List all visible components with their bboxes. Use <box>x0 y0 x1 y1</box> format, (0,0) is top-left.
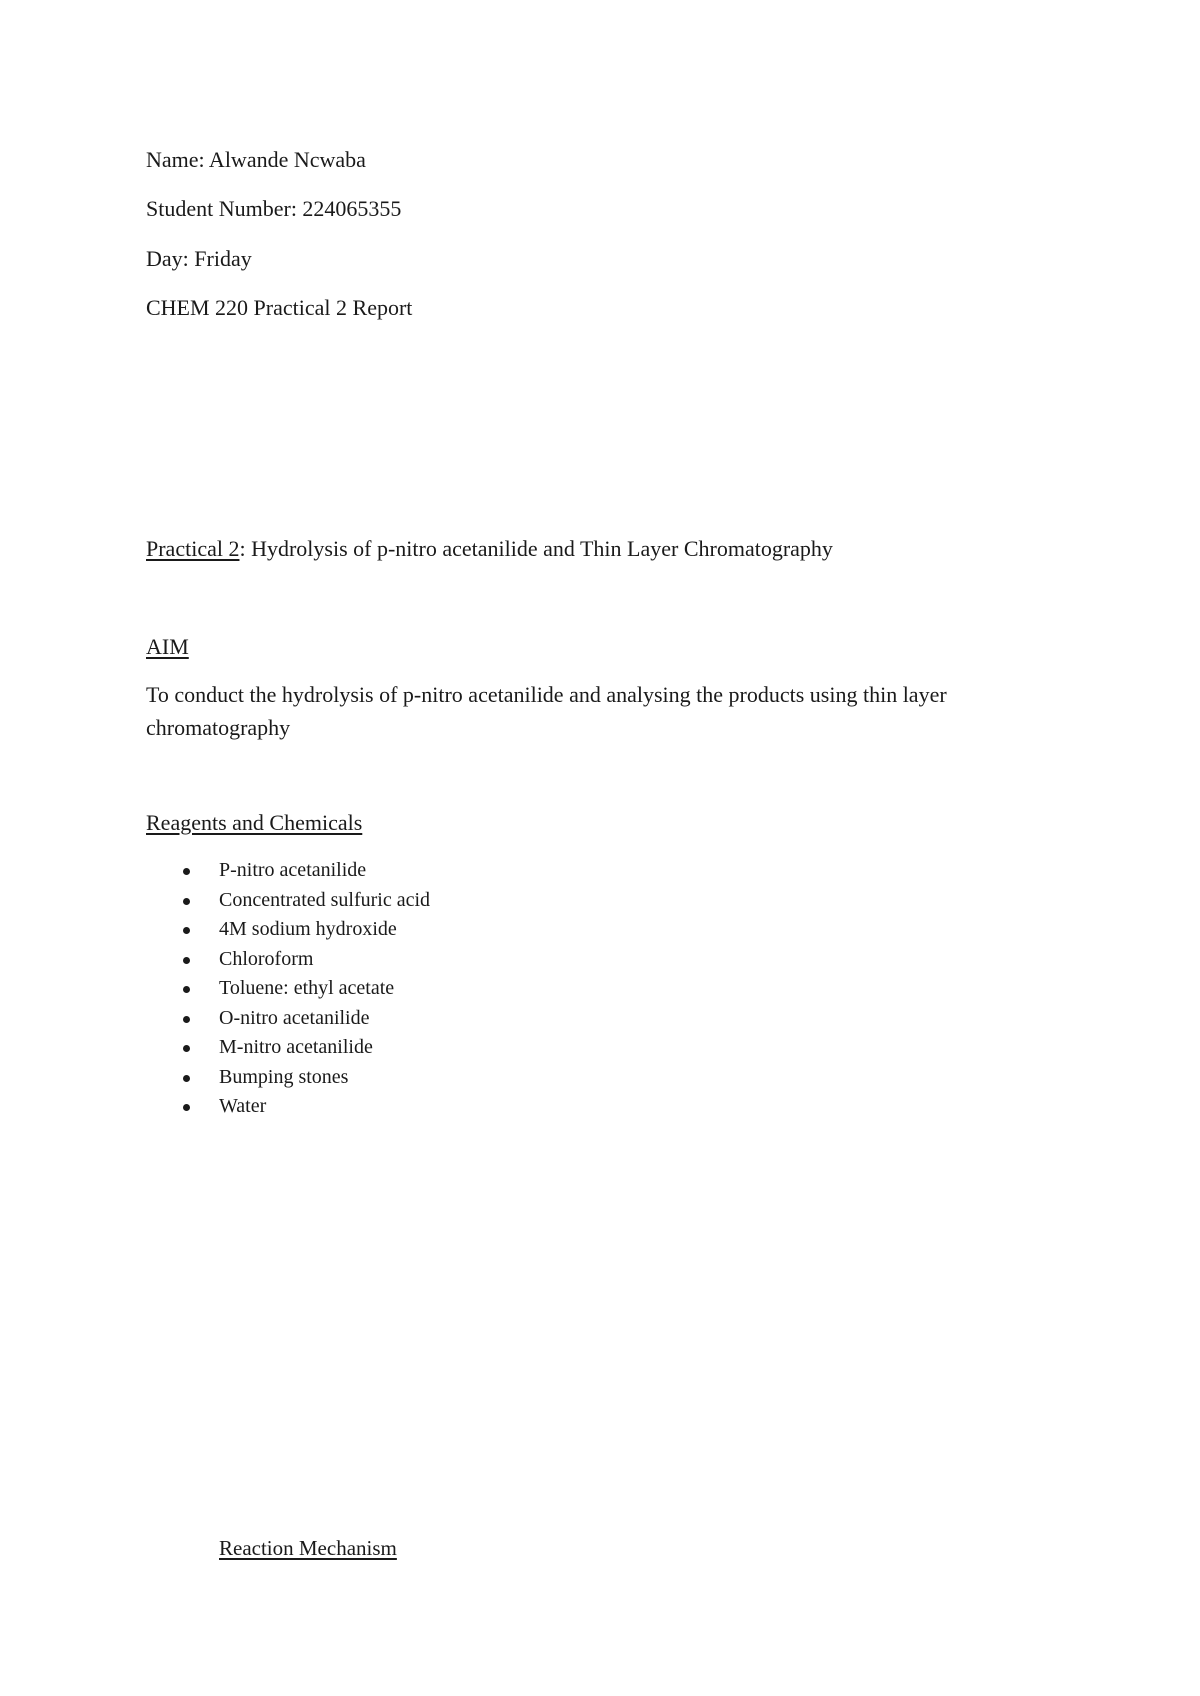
reagent-label: Bumping stones <box>219 1065 349 1088</box>
list-item <box>146 856 430 886</box>
student-name: Name: Alwande Ncwaba <box>146 147 366 172</box>
list-item <box>146 1033 430 1063</box>
bullet-icon <box>183 1016 190 1023</box>
student-number: Student Number: 224065355 <box>146 196 402 221</box>
practical-heading <box>146 533 833 565</box>
mechanism-heading: Reaction Mechanism <box>219 1536 397 1560</box>
reagent-label: O-nitro acetanilide <box>219 1006 370 1029</box>
list-item <box>146 945 430 975</box>
list-item <box>146 915 430 945</box>
reagent-label: M-nitro acetanilide <box>219 1036 373 1058</box>
report-title: CHEM 220 Practical 2 Report <box>146 295 413 320</box>
list-item <box>146 1063 430 1093</box>
list-item <box>146 1004 430 1034</box>
list-item <box>146 1092 430 1122</box>
bullet-icon <box>183 986 190 993</box>
reagent-label: Chloroform <box>219 947 314 970</box>
bullet-icon <box>183 957 190 964</box>
bullet-icon <box>183 1104 190 1111</box>
list-item <box>146 974 430 1004</box>
reagent-label: Toluene: ethyl acetate <box>219 977 395 999</box>
aim-heading: AIM <box>146 634 189 659</box>
reagent-label: 4M sodium hydroxide <box>219 918 397 940</box>
reagent-label: Concentrated sulfuric acid <box>219 888 431 911</box>
aim-text: To conduct the hydrolysis of p-nitro acetanilide and analysing the products using thin layer chromatography <box>146 682 947 740</box>
bullet-icon <box>183 927 190 934</box>
bullet-icon <box>183 1045 190 1052</box>
reagent-label: P-nitro acetanilide <box>219 859 367 881</box>
bullet-icon <box>183 898 190 905</box>
practical-day: Day: Friday <box>146 246 252 271</box>
list-item <box>146 886 430 916</box>
reagents-heading: Reagents and Chemicals <box>146 810 363 835</box>
reagent-label: Water <box>219 1095 267 1117</box>
bullet-icon <box>183 1075 190 1082</box>
practical-title: : Hydrolysis of p-nitro acetanilide and Thin Layer Chromatography <box>239 536 833 561</box>
bullet-icon <box>183 868 190 875</box>
reagents-list <box>146 856 430 1122</box>
practical-label: Practical 2 <box>146 536 240 561</box>
